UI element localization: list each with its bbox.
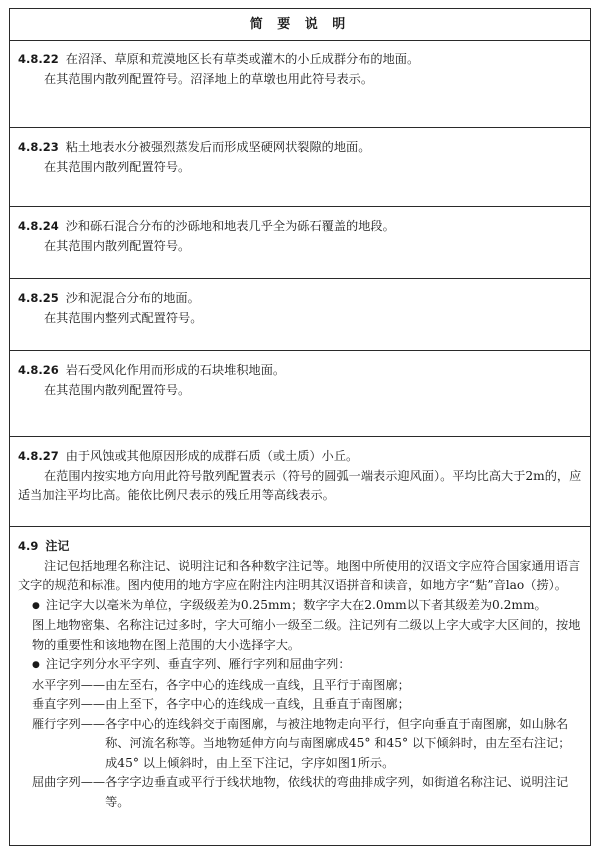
section-title: 注记	[45, 539, 70, 553]
entry-4-8-25	[10, 279, 590, 351]
arrangement-term: 雁行字列——	[32, 716, 106, 731]
entry-body: 在其范围内散列配置符号。	[44, 159, 191, 174]
entry-code: 4.8.25	[18, 291, 59, 305]
arrangement-term: 水平字列——	[32, 677, 106, 692]
arrangement-definition: 各字中心的连线斜交于南图廓，与被注地物走向平行，但字向垂直于南图廓，如山脉名称、河流名称等。当地物延伸方向与南图廓成45° 和45° 以下倾斜时，由左至右注记；成45° 以上倾斜时，由上至下注记，字序如图1所示。	[105, 716, 571, 770]
bullet-font-size	[18, 596, 582, 617]
bullet-dot-icon: ●	[32, 600, 40, 611]
entry-title: 岩石受风化作用而形成的石块堆积地面。	[65, 363, 286, 377]
entry-title: 由于风蚀或其他原因形成的成群石质（或土质）小丘。	[65, 449, 359, 463]
bullet-text: 注记字列分水平字列、垂直字列、雁行字列和屈曲字列：	[45, 657, 351, 671]
entry-title: 沙和砾石混合分布的沙砾地和地表几乎全为砾石覆盖的地段。	[65, 219, 395, 233]
entry-title: 在沼泽、草原和荒漠地区长有草类或灌木的小丘成群分布的地面。	[65, 52, 420, 66]
arrangement-term: 屈曲字列——	[32, 775, 106, 789]
arrangement-row	[18, 715, 582, 774]
entry-4-8-23	[10, 128, 590, 207]
arrangement-row	[18, 695, 582, 715]
entry-code: 4.8.24	[18, 219, 59, 233]
entry-body: 在其范围内散列配置符号。沼泽地上的草墩也用此符号表示。	[44, 71, 374, 86]
entry-code: 4.8.22	[18, 52, 59, 66]
arrangement-row	[18, 773, 582, 812]
section-4-9	[10, 527, 590, 845]
entry-body: 在其范围内散列配置符号。	[44, 238, 191, 253]
explanation-table	[9, 8, 591, 846]
arrangement-row	[18, 676, 582, 696]
bullet-text: 注记字大以毫米为单位，字级级差为0.25mm；数字字大在2.0mm以下者其级差为0.2mm。	[45, 597, 547, 612]
arrangement-definition: 由左至右，各字中心的连线成一直线，且平行于南图廓；	[105, 677, 410, 692]
entry-body: 在其范围内整列式配置符号。	[44, 310, 203, 325]
bullet-continuation: 图上地物密集、名称注记过多时，字大可缩小一级至二级。注记列有二级以上字大或字大区间的，按地物的重要性和该地物在图上范围的大小选择字大。	[32, 618, 581, 652]
entry-4-8-27	[10, 437, 590, 527]
entry-code: 4.8.27	[18, 449, 59, 463]
entry-4-8-26	[10, 351, 590, 437]
arrangement-term: 垂直字列——	[32, 697, 106, 711]
section-code: 4.9	[18, 539, 39, 553]
entry-4-8-24	[10, 207, 590, 279]
bullet-text-arrangement	[18, 655, 582, 676]
entry-body: 在其范围内散列配置符号。	[44, 382, 191, 397]
entry-code: 4.8.23	[18, 140, 59, 154]
arrangement-definition: 由上至下，各字中心的连线成一直线，且垂直于南图廓；	[105, 697, 410, 711]
bullet-dot-icon: ●	[32, 660, 40, 670]
table-header: 简 要 说 明	[10, 9, 590, 41]
arrangement-definition: 各字字边垂直或平行于线状地物，依线状的弯曲排成字列，如街道名称注记、说明注记等。	[105, 775, 569, 809]
entry-4-8-22	[10, 40, 590, 128]
entry-code: 4.8.26	[18, 363, 59, 377]
entry-title: 沙和泥混合分布的地面。	[65, 291, 200, 305]
section-paragraph: 注记包括地理名称注记、说明注记和各种数字注记等。地图中所使用的汉语文字应符合国家通用语言文字的规范和标准。图内使用的地方字应在附注内注明其汉语拼音和读音，如地方字“䴴”音lao（捞）。	[18, 558, 581, 592]
entry-title: 粘土地表水分被强烈蒸发后而形成坚硬网状裂隙的地面。	[65, 140, 371, 154]
entry-body: 在范围内按实地方向用此符号散列配置表示（符号的圆弧一端表示迎风面）。平均比高大于2m的，应适当加注平均比高。能依比例尺表示的残丘用等高线表示。	[18, 468, 582, 502]
